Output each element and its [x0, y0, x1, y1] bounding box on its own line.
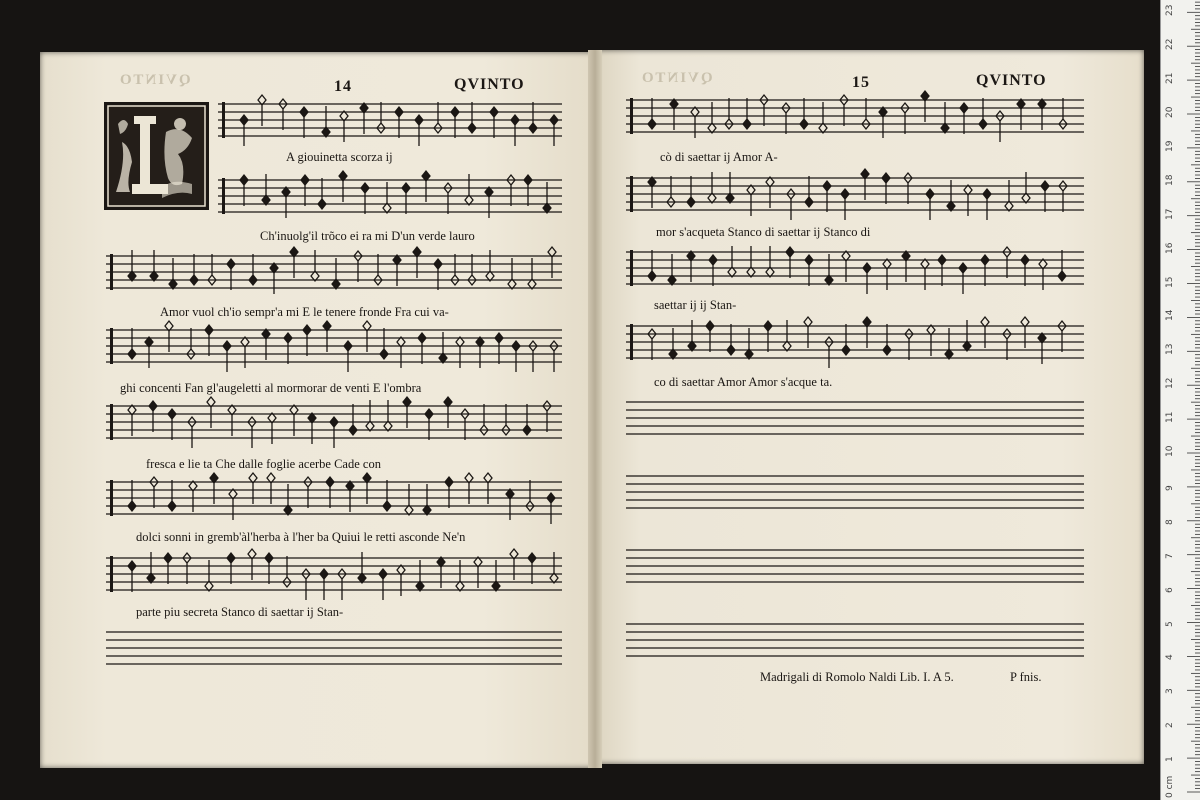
- ruler-label: 11: [1165, 411, 1175, 424]
- ruler-label: 20: [1165, 106, 1175, 118]
- left-staff-7: [106, 549, 562, 600]
- ruler-label: 3: [1165, 688, 1175, 695]
- ruler-label: 17: [1165, 208, 1175, 220]
- right-mirror-head: QVINTO: [640, 70, 713, 86]
- ruler-label: 14: [1165, 309, 1175, 322]
- left-lyric-line-1: A giouinetta scorza ij: [286, 150, 393, 164]
- ruler-label: 0 cm: [1165, 775, 1175, 798]
- ruler-label: 6: [1165, 586, 1175, 593]
- left-staff-6: [106, 473, 562, 524]
- left-lyric-line-5: fresca e lie ta Che dalle foglie acerbe Cade con: [146, 457, 381, 471]
- ruler-label: 9: [1165, 485, 1175, 491]
- measuring-ruler: [1160, 0, 1200, 800]
- right-page-number: 15: [852, 74, 870, 91]
- left-staff-2: [218, 171, 562, 218]
- right-lyric-line-3: saettar ij ij Stan-: [654, 298, 737, 312]
- ruler-label: 19: [1165, 140, 1175, 152]
- right-running-head: QVINTO: [976, 72, 1047, 89]
- ruler-label: 5: [1165, 620, 1175, 627]
- left-mirror-head: QVINTO: [118, 72, 191, 88]
- right-lyric-line-1: cò di saettar ij Amor A-: [660, 150, 778, 164]
- ruler-label: 23: [1165, 4, 1175, 17]
- right-staff-1: [626, 91, 1084, 142]
- ruler-ticks: [1161, 0, 1200, 800]
- ruler-label: 10: [1165, 445, 1175, 457]
- ruler-label: 18: [1165, 174, 1175, 186]
- left-lyric-line-7: parte piu secreta Stanco di saettar ij Stan-: [136, 605, 344, 619]
- ruler-label: 1: [1165, 756, 1175, 763]
- left-staff-8-empty: [106, 632, 562, 664]
- signature-mark: P fnis.: [1010, 670, 1042, 684]
- left-lyric-line-4: ghi concenti Fan gl'augeletti al mormorar de venti E l'ombra: [120, 381, 422, 395]
- right-staff-4: [626, 317, 1084, 368]
- ruler-label: 15: [1165, 276, 1175, 288]
- left-staff-3: [106, 247, 562, 294]
- ruler-label: 8: [1165, 519, 1175, 525]
- right-staff-3: [626, 246, 1084, 294]
- left-staff-4: [106, 321, 562, 372]
- left-lyric-line-2: Ch'inuolg'il trõco ei ra mi D'un verde lauro: [260, 229, 475, 243]
- left-staff-1: [218, 95, 562, 146]
- ruler-label: 22: [1165, 38, 1175, 51]
- right-staff-6-empty: [626, 476, 1084, 508]
- ruler-label: 7: [1165, 552, 1175, 559]
- right-staff-5-empty: [626, 402, 1084, 434]
- right-lyric-line-2: mor s'acqueta Stanco di saettar ij Stanco di: [656, 225, 871, 239]
- left-lyric-line-6: dolci sonni in gremb'àl'herba à l'her ba Quiui le retti asconde Ne'n: [136, 530, 466, 544]
- right-staff-2: [626, 169, 1084, 220]
- ruler-label: 16: [1165, 242, 1175, 254]
- left-page-number: 14: [334, 78, 352, 95]
- right-staff-7-empty: [626, 550, 1084, 582]
- ruler-label: 12: [1165, 377, 1175, 390]
- left-running-head: QVINTO: [454, 76, 525, 93]
- left-staff-5: [106, 397, 562, 448]
- printer-footer: Madrigali di Romolo Naldi Lib. I. A 5.: [760, 670, 954, 684]
- right-lyric-line-4: co di saettar Amor Amor s'acque ta.: [654, 375, 833, 389]
- right-staff-8-empty: [626, 624, 1084, 656]
- ruler-label: 2: [1165, 722, 1175, 729]
- ruler-label: 21: [1165, 72, 1175, 85]
- left-lyric-line-3: Amor vuol ch'io sempr'a mi E le tenere fronde Fra cui va-: [160, 305, 449, 319]
- ruler-label: 13: [1165, 343, 1175, 356]
- ruler-label: 4: [1165, 654, 1175, 661]
